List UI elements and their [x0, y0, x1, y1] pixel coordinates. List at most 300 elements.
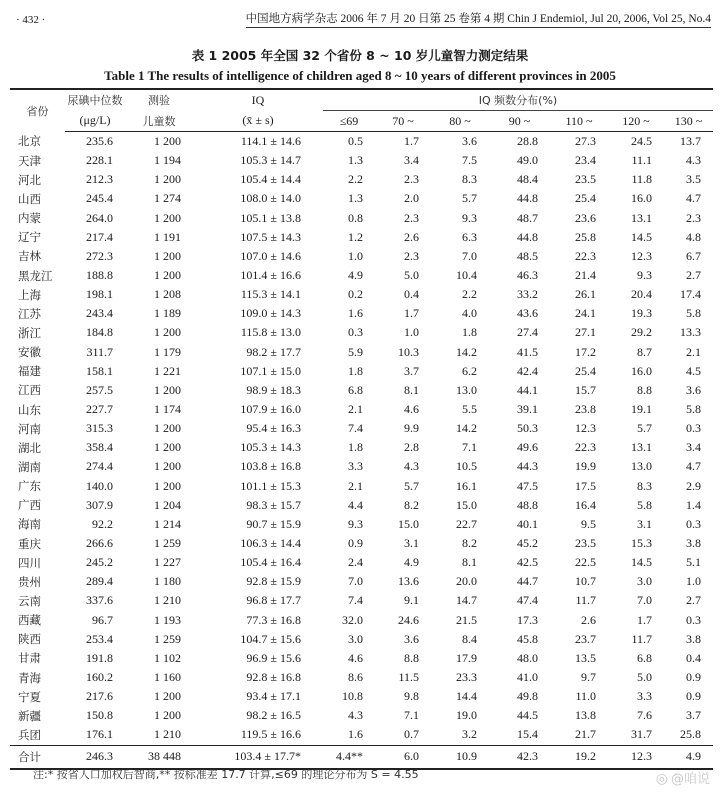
cell-children: 1 194	[154, 153, 181, 168]
cell-iodine: 245.2	[86, 555, 113, 570]
table-row	[10, 209, 713, 228]
table-row	[10, 323, 713, 342]
cell-dist: 22.5	[575, 555, 596, 570]
cell-province: 山东	[18, 402, 41, 417]
cell-dist: 7.0	[462, 248, 477, 263]
cell-iq: 101.1 ± 15.3	[240, 478, 301, 493]
cell-dist: 3.4	[404, 153, 419, 168]
cell-children: 1 102	[154, 650, 181, 665]
cell-dist: 22.3	[575, 248, 596, 263]
cell-dist: 0.3	[686, 421, 701, 436]
cell-children: 1 180	[154, 574, 181, 589]
cell-children: 1 200	[154, 210, 181, 225]
cell-province: 陕西	[18, 632, 41, 647]
cell-dist: 43.6	[517, 306, 538, 321]
cell-dist: 6.8	[637, 650, 652, 665]
table-row	[10, 419, 713, 438]
cell-dist: 4.4	[348, 497, 363, 512]
cell-dist: 39.1	[517, 402, 538, 417]
cell-dist: 1.0	[404, 325, 419, 340]
cell-dist: 23.3	[456, 670, 477, 684]
cell-dist: 11.7	[575, 593, 596, 608]
cell-dist: 9.5	[581, 516, 596, 531]
cell-dist: 20.0	[456, 574, 477, 589]
cell-children: 1 210	[154, 727, 181, 742]
cell-dist: 2.2	[462, 287, 477, 302]
cell-dist: 2.4	[348, 555, 363, 570]
header-bin: 80 ~	[431, 111, 489, 132]
cell-dist: 6.2	[462, 363, 477, 378]
cell-children: 1 200	[154, 440, 181, 455]
cell-dist: 31.7	[631, 727, 652, 742]
cell-province: 重庆	[18, 536, 41, 551]
cell-dist: 2.7	[686, 268, 701, 283]
cell-children: 1 191	[154, 229, 181, 244]
cell-dist: 16.4	[575, 497, 596, 512]
cell-iq: 108.0 ± 14.0	[240, 191, 301, 206]
cell-dist: 10.3	[398, 344, 419, 359]
table-row	[10, 668, 713, 687]
cell-dist: 4.7	[686, 459, 701, 474]
table-row	[10, 343, 713, 362]
table-row	[10, 611, 713, 630]
cell-dist: 0.9	[686, 670, 701, 684]
cell-iq: 107.5 ± 14.3	[240, 229, 301, 244]
cell-province: 贵州	[18, 574, 41, 589]
cell-iq: 96.8 ± 17.7	[246, 593, 301, 608]
cell-dist: 3.8	[686, 631, 701, 646]
cell-dist: 44.8	[517, 191, 538, 206]
running-head	[0, 8, 720, 30]
cell-dist: 5.1	[686, 555, 701, 570]
table-footnote: 注:* 按省人口加权后智商,** 按标准差 17.7 计算,≤69 的理论分布为 S = 4.55	[33, 768, 419, 781]
cell-province: 江苏	[18, 306, 41, 321]
cell-dist: 1.0	[348, 248, 363, 263]
cell-dist: 27.3	[575, 134, 596, 149]
cell-dist: 13.3	[680, 325, 701, 340]
cell-dist: 4.8	[686, 229, 701, 244]
cell-iodine: 188.8	[86, 268, 113, 283]
cell-dist: 3.7	[404, 363, 419, 378]
cell-dist: 14.5	[631, 555, 652, 570]
header-iodine-unit: (μg/L)	[65, 111, 125, 132]
cell-iodine: 257.5	[86, 382, 113, 397]
cell-dist: 7.4	[348, 593, 363, 608]
cell-iq: 109.0 ± 14.3	[240, 306, 301, 321]
cell-dist: 5.7	[637, 421, 652, 436]
cell-dist: 4.7	[686, 191, 701, 206]
cell-iodine: 160.2	[86, 670, 113, 684]
cell-dist: 8.3	[462, 172, 477, 187]
cell-iq: 98.2 ± 16.5	[246, 708, 301, 723]
journal-citation: 中国地方病学杂志 2006 年 7 月 20 日第 25 卷第 4 期 Chin J Endemiol, Jul 20, 2006, Vol 25, No.4	[246, 10, 711, 28]
cell-children: 1 259	[154, 631, 181, 646]
cell-dist: 1.6	[348, 727, 363, 742]
cell-iq: 96.9 ± 15.6	[246, 650, 301, 665]
cell-dist: 13.8	[575, 708, 596, 723]
header-iq-stat: (x̄ ± s)	[193, 111, 323, 132]
cell-dist: 8.1	[462, 555, 477, 570]
cell-dist: 1.8	[348, 440, 363, 455]
cell-children: 1 200	[154, 478, 181, 493]
table-row	[10, 247, 713, 266]
table-row	[10, 170, 713, 189]
results-table-container	[10, 88, 713, 770]
cell-dist: 7.5	[462, 153, 477, 168]
cell-dist: 48.8	[517, 497, 538, 512]
cell-dist: 3.1	[637, 516, 652, 531]
cell-children: 1 200	[154, 134, 181, 149]
cell-dist: 44.5	[517, 708, 538, 723]
cell-dist: 4.3	[686, 153, 701, 168]
cell-iodine: 217.4	[86, 229, 113, 244]
cell-dist: 2.3	[404, 248, 419, 263]
cell-iodine: 150.8	[86, 708, 113, 723]
cell-dist: 44.1	[517, 382, 538, 397]
cell-dist: 16.0	[631, 363, 652, 378]
cell-dist: 41.5	[517, 344, 538, 359]
table-row	[10, 649, 713, 668]
cell-dist: 4.6	[348, 650, 363, 665]
cell-dist: 7.6	[637, 708, 652, 723]
cell-children: 1 200	[154, 268, 181, 283]
cell-iq: 119.5 ± 16.6	[240, 727, 301, 742]
table-row	[10, 438, 713, 457]
cell-dist: 9.3	[637, 268, 652, 283]
cell-dist: 19.2	[550, 745, 608, 769]
cell-dist: 23.6	[575, 210, 596, 225]
header-bin: 130 ~	[664, 111, 713, 132]
cell-iq: 101.4 ± 16.6	[240, 268, 301, 283]
table-row	[10, 400, 713, 419]
cell-dist: 0.3	[348, 325, 363, 340]
cell-province: 海南	[18, 517, 41, 532]
cell-dist: 0.3	[686, 612, 701, 627]
cell-province: 浙江	[18, 325, 41, 340]
cell-dist: 25.4	[575, 363, 596, 378]
cell-iq: 92.8 ± 15.9	[246, 574, 301, 589]
table-row	[10, 572, 713, 591]
cell-dist: 26.1	[575, 287, 596, 302]
cell-dist: 49.8	[517, 689, 538, 704]
cell-dist: 16.1	[456, 478, 477, 493]
cell-dist: 9.7	[581, 670, 596, 684]
cell-dist: 23.7	[575, 631, 596, 646]
cell-dist: 0.4	[686, 650, 701, 665]
cell-dist: 2.9	[686, 478, 701, 493]
cell-children: 1 179	[154, 344, 181, 359]
cell-dist: 23.4	[575, 153, 596, 168]
cell-dist: 4.9	[348, 268, 363, 283]
table-row	[10, 725, 713, 745]
cell-province: 合计	[10, 745, 65, 769]
cell-dist: 23.5	[575, 172, 596, 187]
cell-children: 1 208	[154, 287, 181, 302]
cell-dist: 14.7	[456, 593, 477, 608]
table-row	[10, 706, 713, 725]
table-row	[10, 496, 713, 515]
cell-dist: 23.5	[575, 536, 596, 551]
cell-children: 1 200	[154, 459, 181, 474]
cell-iq: 105.4 ± 14.4	[240, 172, 301, 187]
header-bin: 120 ~	[608, 111, 664, 132]
cell-province: 河南	[18, 421, 41, 436]
cell-dist: 5.0	[404, 268, 419, 283]
cell-dist: 21.7	[575, 727, 596, 742]
cell-dist: 3.1	[404, 536, 419, 551]
cell-children: 1 200	[154, 708, 181, 723]
cell-dist: 22.7	[456, 516, 477, 531]
cell-dist: 3.6	[686, 382, 701, 397]
cell-dist: 48.0	[517, 650, 538, 665]
cell-dist: 22.3	[575, 440, 596, 455]
cell-dist: 3.3	[348, 459, 363, 474]
cell-dist: 5.5	[462, 402, 477, 417]
cell-province: 天津	[18, 153, 41, 168]
cell-dist: 3.0	[348, 631, 363, 646]
table-row	[10, 591, 713, 610]
cell-dist: 8.3	[637, 478, 652, 493]
cell-province: 广西	[18, 498, 41, 513]
cell-dist: 6.7	[686, 248, 701, 263]
cell-dist: 2.6	[404, 229, 419, 244]
table-title-english: Table 1 The results of intelligence of children aged 8 ~ 10 years of different provinces in 2005	[104, 68, 616, 83]
cell-dist: 27.4	[517, 325, 538, 340]
cell-dist: 2.6	[581, 612, 596, 627]
cell-dist: 12.3	[575, 421, 596, 436]
cell-dist: 25.8	[575, 229, 596, 244]
cell-children: 1 204	[154, 497, 181, 512]
cell-province: 新疆	[18, 708, 41, 723]
header-bin: 110 ~	[550, 111, 608, 132]
cell-iodine: 212.3	[86, 172, 113, 187]
cell-iodine: 274.4	[86, 459, 113, 474]
cell-iq: 93.4 ± 17.1	[246, 689, 301, 704]
cell-dist: 4.9	[404, 555, 419, 570]
cell-dist: 8.4	[462, 631, 477, 646]
cell-dist: 3.3	[637, 689, 652, 704]
cell-dist: 17.3	[517, 612, 538, 627]
header-bin: ≤69	[323, 111, 375, 132]
cell-iq: 103.4 ± 17.7*	[193, 745, 323, 769]
cell-dist: 4.9	[664, 745, 713, 769]
cell-children: 1 221	[154, 363, 181, 378]
cell-dist: 8.1	[404, 382, 419, 397]
cell-iq: 90.7 ± 15.9	[246, 516, 301, 531]
cell-dist: 3.6	[404, 631, 419, 646]
cell-dist: 10.5	[456, 459, 477, 474]
cell-iq: 105.3 ± 14.3	[240, 440, 301, 455]
cell-dist: 15.0	[456, 497, 477, 512]
cell-dist: 2.7	[686, 593, 701, 608]
cell-dist: 42.5	[517, 555, 538, 570]
cell-dist: 45.8	[517, 631, 538, 646]
cell-dist: 0.9	[348, 536, 363, 551]
table-body	[10, 132, 713, 746]
page-number: · 432 ·	[16, 14, 46, 26]
header-iodine: 尿碘中位数	[65, 89, 125, 111]
cell-province: 青海	[18, 670, 41, 685]
cell-dist: 42.4	[517, 363, 538, 378]
cell-dist: 0.7	[404, 727, 419, 742]
header-iq: IQ	[193, 89, 323, 111]
cell-dist: 1.4	[686, 497, 701, 512]
cell-dist: 32.0	[342, 612, 363, 627]
cell-iodine: 264.0	[86, 210, 113, 225]
cell-iodine: 243.4	[86, 306, 113, 321]
cell-dist: 2.1	[348, 478, 363, 493]
cell-province: 内蒙	[18, 211, 41, 226]
cell-children: 1 174	[154, 402, 181, 417]
cell-iq: 92.8 ± 16.8	[246, 670, 301, 684]
cell-dist: 48.7	[517, 210, 538, 225]
cell-iodine: 184.8	[86, 325, 113, 340]
cell-province: 云南	[18, 593, 41, 608]
total-row	[10, 745, 713, 769]
cell-dist: 4.3	[404, 459, 419, 474]
cell-iq: 106.3 ± 14.4	[240, 536, 301, 551]
table-row	[10, 362, 713, 381]
cell-dist: 4.4**	[323, 745, 375, 769]
cell-dist: 14.4	[456, 689, 477, 704]
cell-dist: 13.7	[680, 134, 701, 149]
cell-dist: 13.0	[456, 382, 477, 397]
cell-dist: 5.9	[348, 344, 363, 359]
cell-dist: 3.4	[686, 440, 701, 455]
cell-children: 38 448	[125, 745, 193, 769]
table-title-chinese: 表 1 2005 年全国 32 个省份 8 ~ 10 岁儿童智力测定结果	[191, 48, 529, 63]
cell-dist: 5.7	[462, 191, 477, 206]
cell-dist: 3.7	[686, 708, 701, 723]
cell-children: 1 227	[154, 555, 181, 570]
cell-dist: 2.3	[404, 172, 419, 187]
cell-dist: 2.1	[348, 402, 363, 417]
cell-dist: 16.0	[631, 191, 652, 206]
cell-dist: 19.0	[456, 708, 477, 723]
cell-dist: 4.5	[686, 363, 701, 378]
cell-dist: 17.4	[680, 287, 701, 302]
cell-dist: 13.1	[631, 440, 652, 455]
cell-iodine: 228.1	[86, 153, 113, 168]
watermark	[656, 768, 710, 787]
cell-iq: 77.3 ± 16.8	[246, 612, 301, 627]
cell-dist: 1.0	[686, 574, 701, 589]
cell-dist: 17.2	[575, 344, 596, 359]
table-row	[10, 630, 713, 649]
cell-children: 1 200	[154, 382, 181, 397]
cell-children: 1 200	[154, 248, 181, 263]
cell-dist: 44.8	[517, 229, 538, 244]
cell-dist: 24.6	[398, 612, 419, 627]
cell-dist: 5.7	[404, 478, 419, 493]
cell-iodine: 198.1	[86, 287, 113, 302]
cell-dist: 0.2	[348, 287, 363, 302]
cell-dist: 45.2	[517, 536, 538, 551]
cell-province: 福建	[18, 364, 41, 379]
cell-province: 四川	[18, 555, 41, 570]
cell-iq: 107.0 ± 14.6	[240, 248, 301, 263]
cell-iodine: 176.1	[86, 727, 113, 742]
cell-dist: 19.9	[575, 459, 596, 474]
cell-dist: 1.7	[637, 612, 652, 627]
cell-dist: 1.3	[348, 153, 363, 168]
cell-children: 1 214	[154, 516, 181, 531]
cell-province: 湖北	[18, 440, 41, 455]
cell-dist: 49.6	[517, 440, 538, 455]
cell-dist: 50.3	[517, 421, 538, 436]
cell-dist: 7.4	[348, 421, 363, 436]
header-bin: 90 ~	[489, 111, 550, 132]
watermark-text: @咱说	[670, 772, 710, 787]
cell-dist: 9.9	[404, 421, 419, 436]
cell-iodine: 246.3	[65, 745, 125, 769]
cell-iq: 105.4 ± 16.4	[240, 555, 301, 570]
cell-dist: 0.5	[348, 134, 363, 149]
cell-dist: 7.1	[462, 440, 477, 455]
cell-dist: 8.8	[637, 382, 652, 397]
cell-dist: 21.4	[575, 268, 596, 283]
cell-dist: 47.5	[517, 478, 538, 493]
cell-iodine: 289.4	[86, 574, 113, 589]
cell-iodine: 158.1	[86, 363, 113, 378]
cell-dist: 14.5	[631, 229, 652, 244]
cell-dist: 21.5	[456, 612, 477, 627]
cell-province: 宁夏	[18, 689, 41, 704]
cell-dist: 20.4	[631, 287, 652, 302]
cell-dist: 8.7	[637, 344, 652, 359]
table-row	[10, 477, 713, 496]
cell-iq: 98.9 ± 18.3	[246, 382, 301, 397]
cell-dist: 49.0	[517, 153, 538, 168]
cell-dist: 14.2	[456, 421, 477, 436]
cell-dist: 25.8	[680, 727, 701, 742]
cell-dist: 28.8	[517, 134, 538, 149]
cell-iq: 115.3 ± 14.1	[240, 287, 301, 302]
cell-dist: 9.8	[404, 689, 419, 704]
cell-dist: 14.2	[456, 344, 477, 359]
table-row	[10, 285, 713, 304]
cell-province: 上海	[18, 287, 41, 302]
cell-dist: 11.0	[575, 689, 596, 704]
cell-dist: 10.8	[342, 689, 363, 704]
cell-iodine: 266.6	[86, 536, 113, 551]
cell-dist: 42.3	[489, 745, 550, 769]
cell-dist: 48.5	[517, 248, 538, 263]
cell-dist: 2.0	[404, 191, 419, 206]
cell-dist: 9.1	[404, 593, 419, 608]
cell-province: 辽宁	[18, 230, 41, 245]
cell-dist: 3.6	[462, 134, 477, 149]
cell-children: 1 200	[154, 689, 181, 704]
cell-dist: 5.8	[686, 402, 701, 417]
cell-iodine: 358.4	[86, 440, 113, 455]
cell-province: 西藏	[18, 613, 41, 628]
cell-children: 1 259	[154, 536, 181, 551]
cell-iodine: 227.7	[86, 402, 113, 417]
cell-dist: 8.2	[462, 536, 477, 551]
cell-dist: 24.5	[631, 134, 652, 149]
cell-dist: 2.3	[686, 210, 701, 225]
cell-dist: 3.8	[686, 536, 701, 551]
cell-province: 湖南	[18, 459, 41, 474]
table-header	[10, 89, 713, 132]
cell-iodine: 337.6	[86, 593, 113, 608]
cell-children: 1 189	[154, 306, 181, 321]
cell-dist: 41.0	[517, 670, 538, 684]
cell-iq: 98.2 ± 17.7	[246, 344, 301, 359]
cell-iodine: 140.0	[86, 478, 113, 493]
cell-dist: 13.1	[631, 210, 652, 225]
